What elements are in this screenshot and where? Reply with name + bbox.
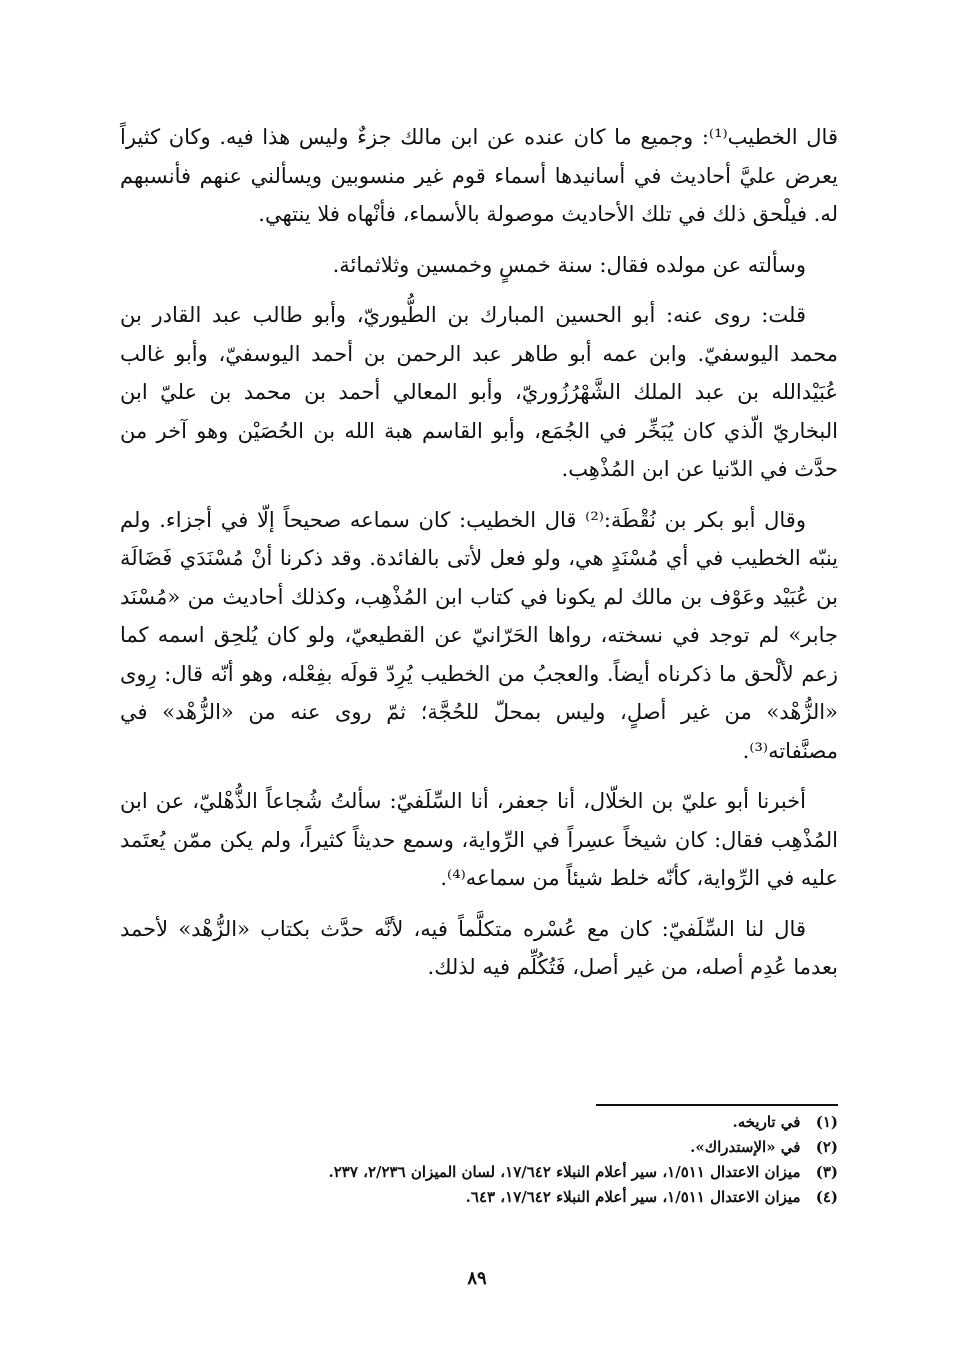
footnotes (120, 1110, 838, 1210)
paragraph-khatib-quote: قال الخطيب⁽¹⁾: وجميع ما كان عنده عن ابن مالك جزءٌ وليس هذا فيه. وكان كثيراً يعرض عليَّ أحاديث في أسانيدها أسماء قوم غير منسوبين ويسألني عنهم فأنسبهم له. فيلْحق ذلك في تلك الأحاديث موصولة بالأسماء، فأنْهاه فلا ينتهي. (120, 125, 838, 226)
footnote-separator (596, 1104, 838, 1106)
paragraph-narrators: قلت: روى عنه: أبو الحسين المبارك بن الطُّيوريّ، وأبو طالب عبد القادر بن محمد اليوسفيّ. وابن عمه أبو طاهر عبد الرحمن بن أحمد اليوسفيّ، وأبو غالب عُبَيْدالله بن عبد الملك الشَّهْرُزُوريّ، وأبو المعالي أحمد بن محمد بن عليّ ابن البخاريّ الّذي كان يُبَخِّر في الجُمَع، وأبو القاسم هبة الله بن الحُصَيْن وهو آخر من حدَّث في الدّنيا عن ابن المُذْهِب. (120, 303, 838, 481)
footnote-number: (٤) (815, 1188, 838, 1206)
main-text (120, 118, 838, 999)
footnote-number: (٣) (815, 1163, 838, 1181)
footnote-number: (١) (815, 1113, 838, 1131)
footnote-text: ميزان الاعتدال ١/٥١١، سير أعلام النبلاء ١٧/٦٤٢، ٦٤٣. (465, 1188, 801, 1206)
footnote-text: ميزان الاعتدال ١/٥١١، سير أعلام النبلاء ١٧/٦٤٢، لسان الميزان ٢/٢٣٦، ٢٣٧. (328, 1163, 801, 1181)
paragraph-ibn-nuqta: وقال أبو بكر بن نُقْطَة:⁽²⁾ قال الخطيب: كان سماعه صحيحاً إلّا في أجزاء. ولم ينبّه الخطيب في أي مُسْنَدٍ هي، ولو فعل لأتى بالفائدة. وقد ذكرنا أنْ مُسْنَدَي فَضَالَة بن عُبَيْد وعَوْف بن مالك لم يكونا في كتاب ابن المُذْهِب، وكذلك أحاديث من «مُسْنَد جابر» لم توجد في نسخته، رواها الحَرّانيّ عن القطيعيّ، ولو كان يُلحِق اسمه كما زعم لألْحق ما ذكرناه أيضاً. والعجبُ من الخطيب يُرِدّ قولَه بفِعْله، وهو أنّه قال: رِوى «الزُّهْد» من غير أصلٍ، وليس بمحلّ للحُجَّة؛ ثمّ روى عنه من «الزُّهْد» في مصنَّفاته⁽³⁾. (120, 507, 838, 763)
footnote-number: (٢) (815, 1138, 838, 1156)
footnote-text: في «الإستدراك». (690, 1138, 801, 1156)
footnote-text: في تاريخه. (732, 1113, 801, 1131)
paragraph-silafi-comment: قال لنا السِّلَفيّ: كان مع عُسْره متكلَّماً فيه، لأنَّه حدَّث بكتاب «الزُّهْد» لأحمد بعدما عُدِم أصله، من غير أصل، فَتُكُلِّم فيه لذلك. (120, 916, 838, 979)
footnote-item (120, 1135, 838, 1160)
paragraph-birth-year: وسألته عن مولده فقال: سنة خمسٍ وخمسين وثلاثمائة. (332, 252, 806, 277)
footnote-item (120, 1185, 838, 1210)
footnote-item (120, 1110, 838, 1135)
footnote-item (120, 1160, 838, 1185)
page-number: ٨٩ (467, 1268, 487, 1289)
paragraph-silafi-report: أخبرنا أبو عليّ بن الخلّال، أنا جعفر، أنا السِّلَفيّ: سألتُ شُجاعاً الذُّهْليّ، عن ابن المُذْهِب فقال: كان شيخاً عسِراً في الرِّواية، وسمع حديثاً كثيراً، ولم يكن ممّن يُعتَمد عليه في الرِّواية، كأنّه خلط شيئاً من سماعه⁽⁴⁾. (120, 789, 838, 890)
